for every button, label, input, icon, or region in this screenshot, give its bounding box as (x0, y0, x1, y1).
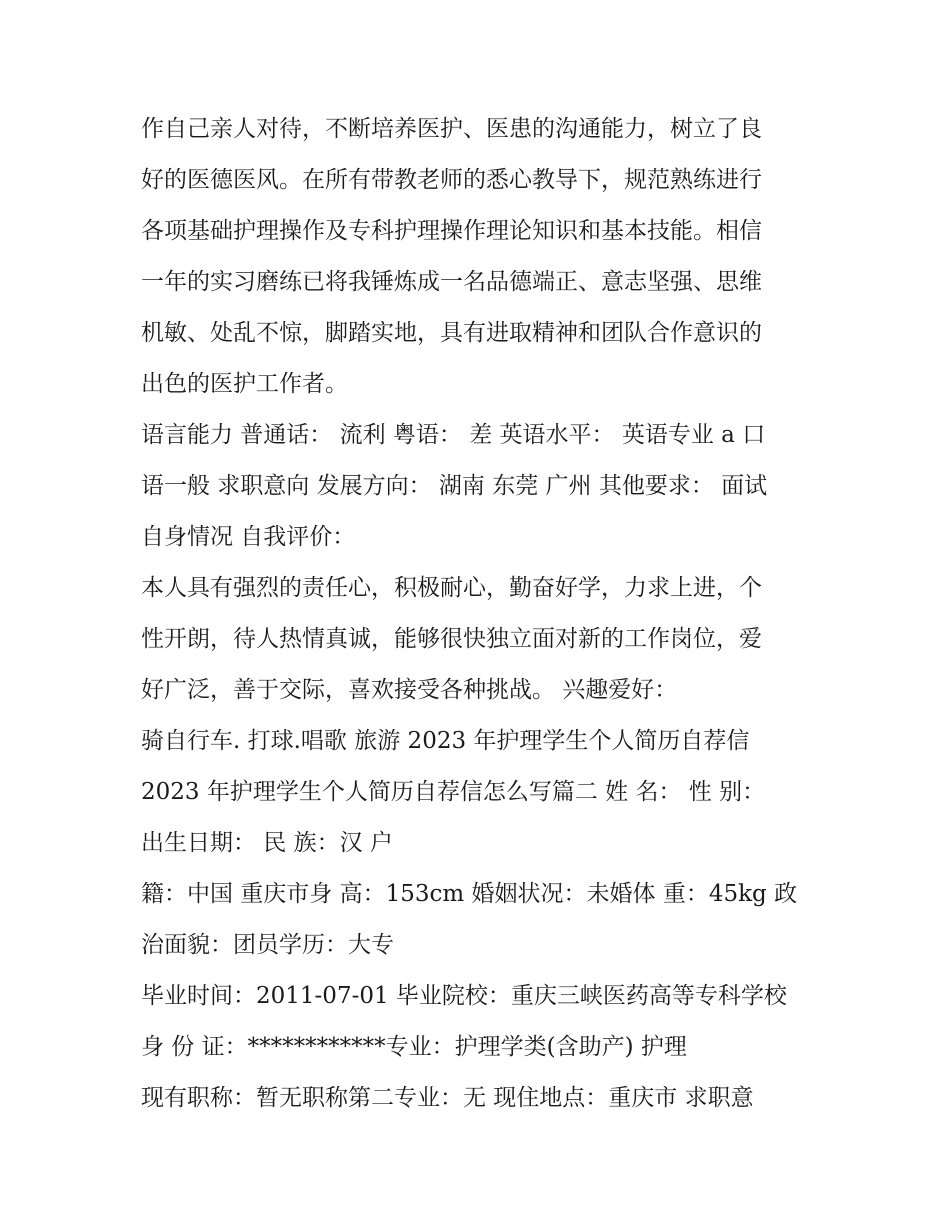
text-line: 机敏、处乱不惊，脚踏实地，具有进取精神和团队合作意识的 (141, 320, 762, 346)
text-line: 语言能力 普通话： 流利 粤语： 差 英语水平： 英语专业 a 口 (141, 422, 766, 448)
text-line: 2023 年护理学生个人简历自荐信怎么写篇二 姓 名： 性 别： (141, 779, 766, 805)
text-line: 本人具有强烈的责任心，积极耐心，勤奋好学，力求上进，个 (141, 575, 762, 601)
text-line: 出生日期： 民 族：汉 户 (141, 830, 393, 856)
text-line: 籍：中国 重庆市身 高：153cm 婚姻状况：未婚体 重：45kg 政 (141, 881, 798, 907)
text-line: 现有职称：暂无职称第二专业：无 现住地点：重庆市 求职意 (141, 1085, 754, 1111)
text-line: 好广泛，善于交际，喜欢接受各种挑战。 兴趣爱好： (141, 677, 678, 703)
text-line: 作自己亲人对待，不断培养医护、医患的沟通能力，树立了良 (141, 116, 762, 142)
text-line: 治面貌：团员学历：大专 (141, 932, 394, 958)
document-body (141, 104, 821, 1124)
text-line: 自身情况 自我评价： (141, 524, 356, 550)
text-line: 毕业时间：2011-07-01 毕业院校：重庆三峡医药高等专科学校 (141, 983, 787, 1009)
text-line: 语一般 求职意向 发展方向： 湖南 东莞 广州 其他要求： 面试 (141, 473, 768, 499)
text-line: 身 份 证：************专业：护理学类(含助产) 护理 (141, 1034, 687, 1060)
text-line: 性开朗，待人热情真诚，能够很快独立面对新的工作岗位，爱 (141, 626, 762, 652)
text-line: 好的医德医风。在所有带教老师的悉心教导下，规范熟练进行 (141, 167, 762, 193)
text-line: 出色的医护工作者。 (141, 371, 348, 397)
text-line: 各项基础护理操作及专科护理操作理论知识和基本技能。相信 (141, 218, 762, 244)
text-line: 骑自行车. 打球.唱歌 旅游 2023 年护理学生个人简历自荐信 (141, 728, 750, 754)
text-line: 一年的实习磨练已将我锤炼成一名品德端正、意志坚强、思维 (141, 269, 762, 295)
